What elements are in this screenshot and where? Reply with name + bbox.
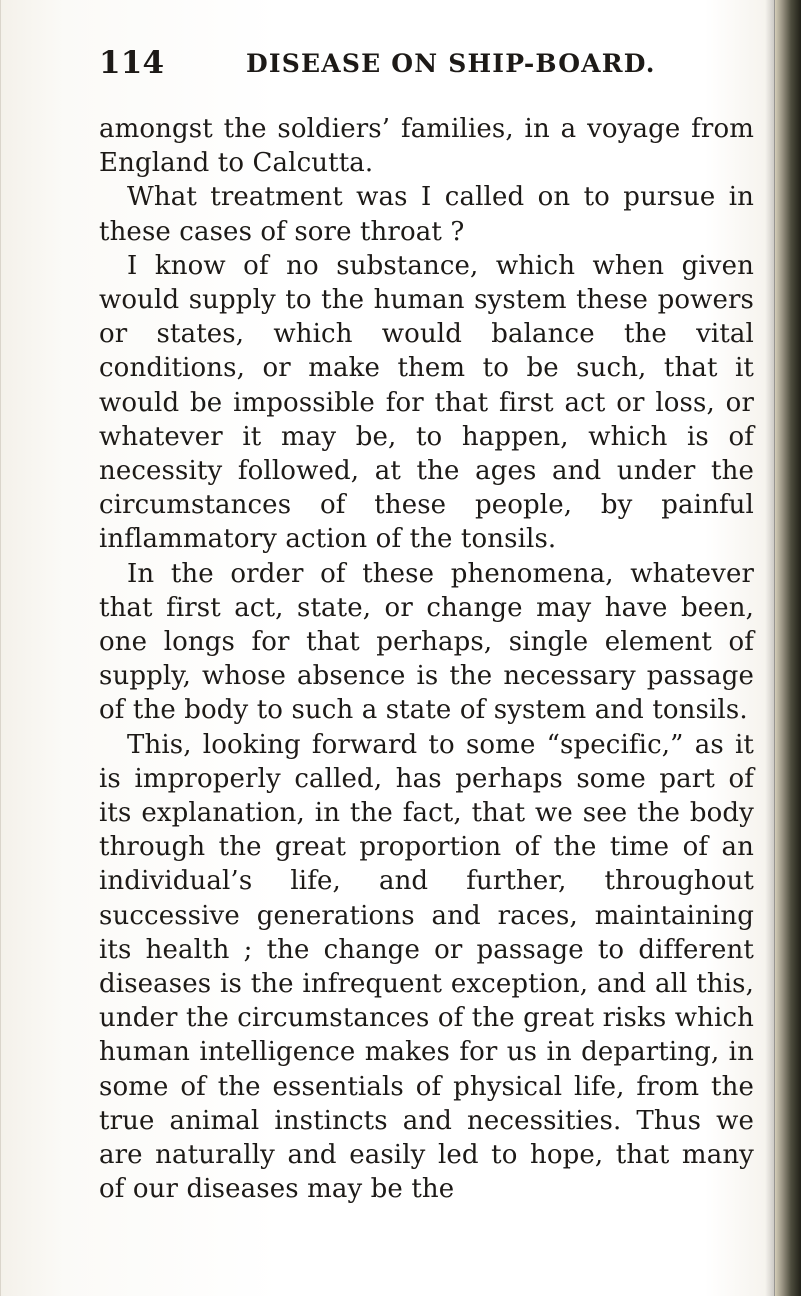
body-text [99,112,754,1207]
page-edge-left [0,0,1,1296]
paragraph-3: I know of no substance, which when given would supply to the human system these powers or states, which would balance the vital conditions, or make them to be such, that it would be impossible for that first act or loss, or whatever it may be, to happen, which is of necessity followed, at the ages and under the circumstances of these people, by painful inflammatory action of the tonsils. [99,250,754,555]
page-number: 114 [99,45,165,81]
page-header [0,46,801,82]
paragraph-1: amongst the soldiers’ families, in a voyage from England to Calcutta. [99,114,754,179]
spine-shadow [765,0,775,1296]
paragraph-2: What treatment was I called on to pursue in these cases of sore throat ? [99,182,754,247]
paragraph-5: This, looking forward to some “specific,” as it is improperly called, has perhaps some part of its explanation, in the fact, that we see the body through the great proportion of the time of an individual’s life, and further, throughout successive generations and races, maintaining its health ; the change or passage to different diseases is the infrequent exception, and all this, under the circumstances of the great risks which human intelligence makes for us in departing, in some of the essentials of physical life, from the true animal instincts and necessities. Thus we are naturally and easily led to hope, that many of our diseases may be the [99,729,754,1205]
running-head: DISEASE ON SHIP-BOARD. [246,49,656,78]
paragraph-4: In the order of these phenomena, whatever that first act, state, or change may have been, one longs for that perhaps, single element of supply, whose absence is the necessary passage of the body to such a state of system and tonsils. [99,558,754,726]
book-spine-edge [775,0,801,1296]
